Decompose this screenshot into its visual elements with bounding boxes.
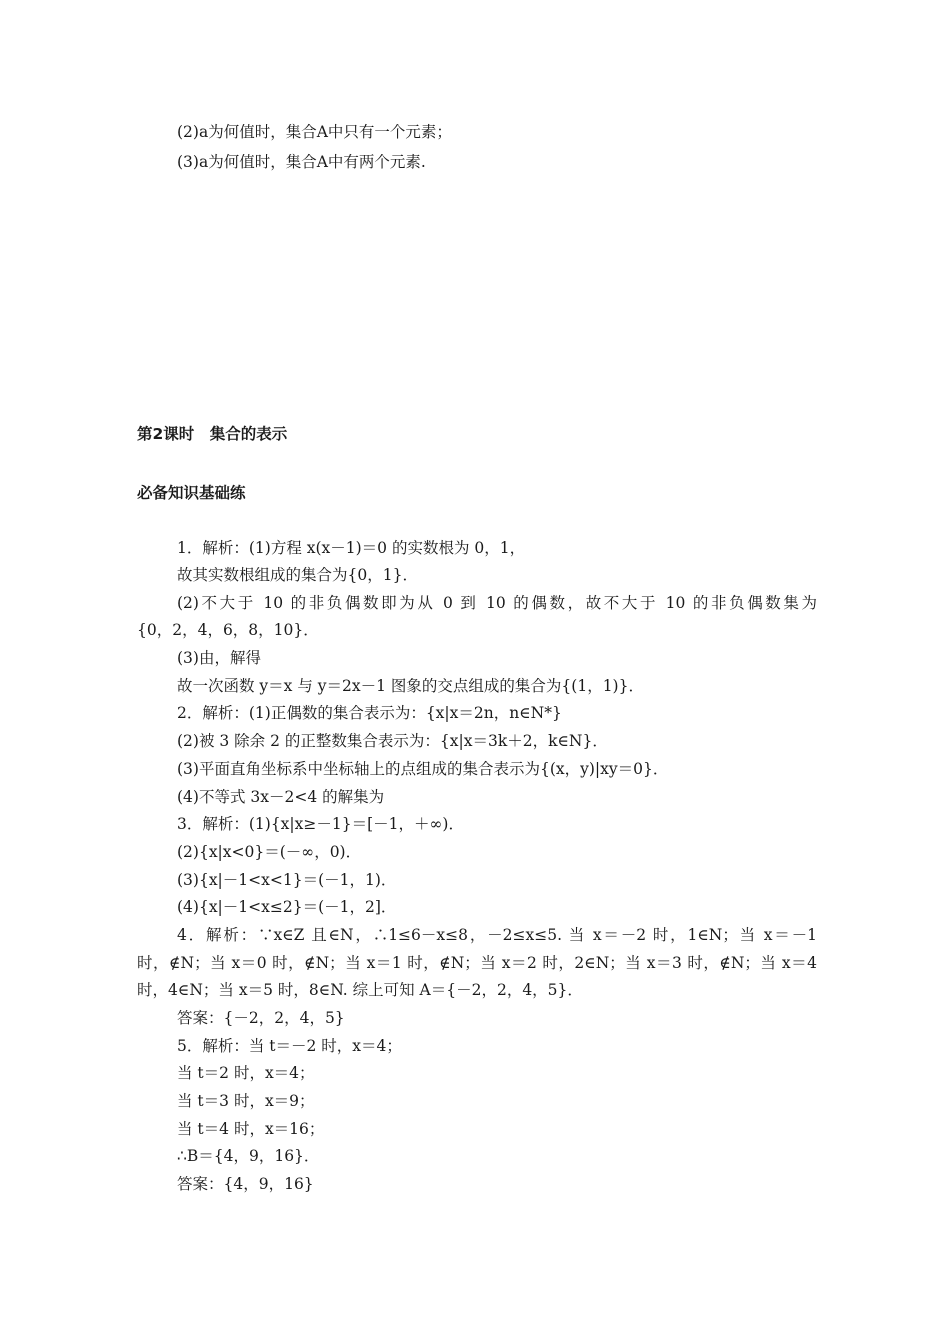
answer-line: 答案：{－2，2，4，5} bbox=[177, 1009, 345, 1027]
text-line: (2){x|x<0}＝(－∞，0)． bbox=[177, 843, 362, 861]
text-line: ∴B＝{4，9，16}． bbox=[177, 1147, 320, 1165]
text-line: 时，∉N；当 x＝0 时，∉N；当 x＝1 时，∉N；当 x＝2 时，2∈N；当 x＝3 时，∉N；当 x＝4 bbox=[137, 954, 817, 972]
text-line: 当 t＝4 时，x＝16； bbox=[177, 1120, 325, 1138]
subsection-title: 必备知识基础练 bbox=[137, 484, 246, 502]
text-line: 1．解析：(1)方程 x(x－1)＝0 的实数根为 0，1， bbox=[177, 539, 526, 557]
text-line: (3){x|－1<x<1}＝(－1，1)． bbox=[177, 871, 397, 889]
text-line: 4．解析：∵x∈Z 且∈N，∴1≤6－x≤8，－2≤x≤5. 当 x＝－2 时，1∈N；当 x＝－1 bbox=[177, 926, 817, 944]
text-line: (4){x|－1<x≤2}＝(－1，2]． bbox=[177, 898, 397, 916]
text-line: 5．解析：当 t＝－2 时，x＝4； bbox=[177, 1037, 402, 1055]
text-line: 3．解析：(1){x|x≥－1}＝[－1，＋∞)． bbox=[177, 815, 464, 833]
text-line: 2．解析：(1)正偶数的集合表示为：{x|x＝2n，n∈N*} bbox=[177, 704, 562, 722]
text-line: (3)平面直角坐标系中坐标轴上的点组成的集合表示为{(x，y)|xy＝0}． bbox=[177, 760, 669, 778]
text-line: 当 t＝3 时，x＝9； bbox=[177, 1092, 315, 1110]
text-line: (2)被 3 除余 2 的正整数集合表示为：{x|x＝3k＋2，k∈N}． bbox=[177, 732, 608, 750]
text-line: (4)不等式 3x－2<4 的解集为 bbox=[177, 788, 385, 806]
text-line: 时，4∈N；当 x＝5 时，8∈N. 综上可知 A＝{－2，2，4，5}． bbox=[137, 981, 583, 999]
text-line: (3)由，解得 bbox=[177, 649, 261, 667]
text-line: (3)a为何值时，集合A中有两个元素. bbox=[177, 153, 426, 171]
text-line: (2)a为何值时，集合A中只有一个元素； bbox=[177, 123, 452, 141]
text-line: {0，2，4，6，8，10}． bbox=[137, 621, 319, 639]
text-line: 故其实数根组成的集合为{0，1}． bbox=[177, 566, 418, 584]
answer-line: 答案：{4，9，16} bbox=[177, 1175, 314, 1193]
text-line: 故一次函数 y＝x 与 y＝2x－1 图象的交点组成的集合为{(1，1)}． bbox=[177, 677, 644, 695]
text-line: 当 t＝2 时，x＝4； bbox=[177, 1064, 315, 1082]
section-title: 第2课时 集合的表示 bbox=[137, 425, 288, 443]
text-line: (2)不大于 10 的非负偶数即为从 0 到 10 的偶数，故不大于 10 的非负偶数集为 bbox=[177, 594, 817, 612]
